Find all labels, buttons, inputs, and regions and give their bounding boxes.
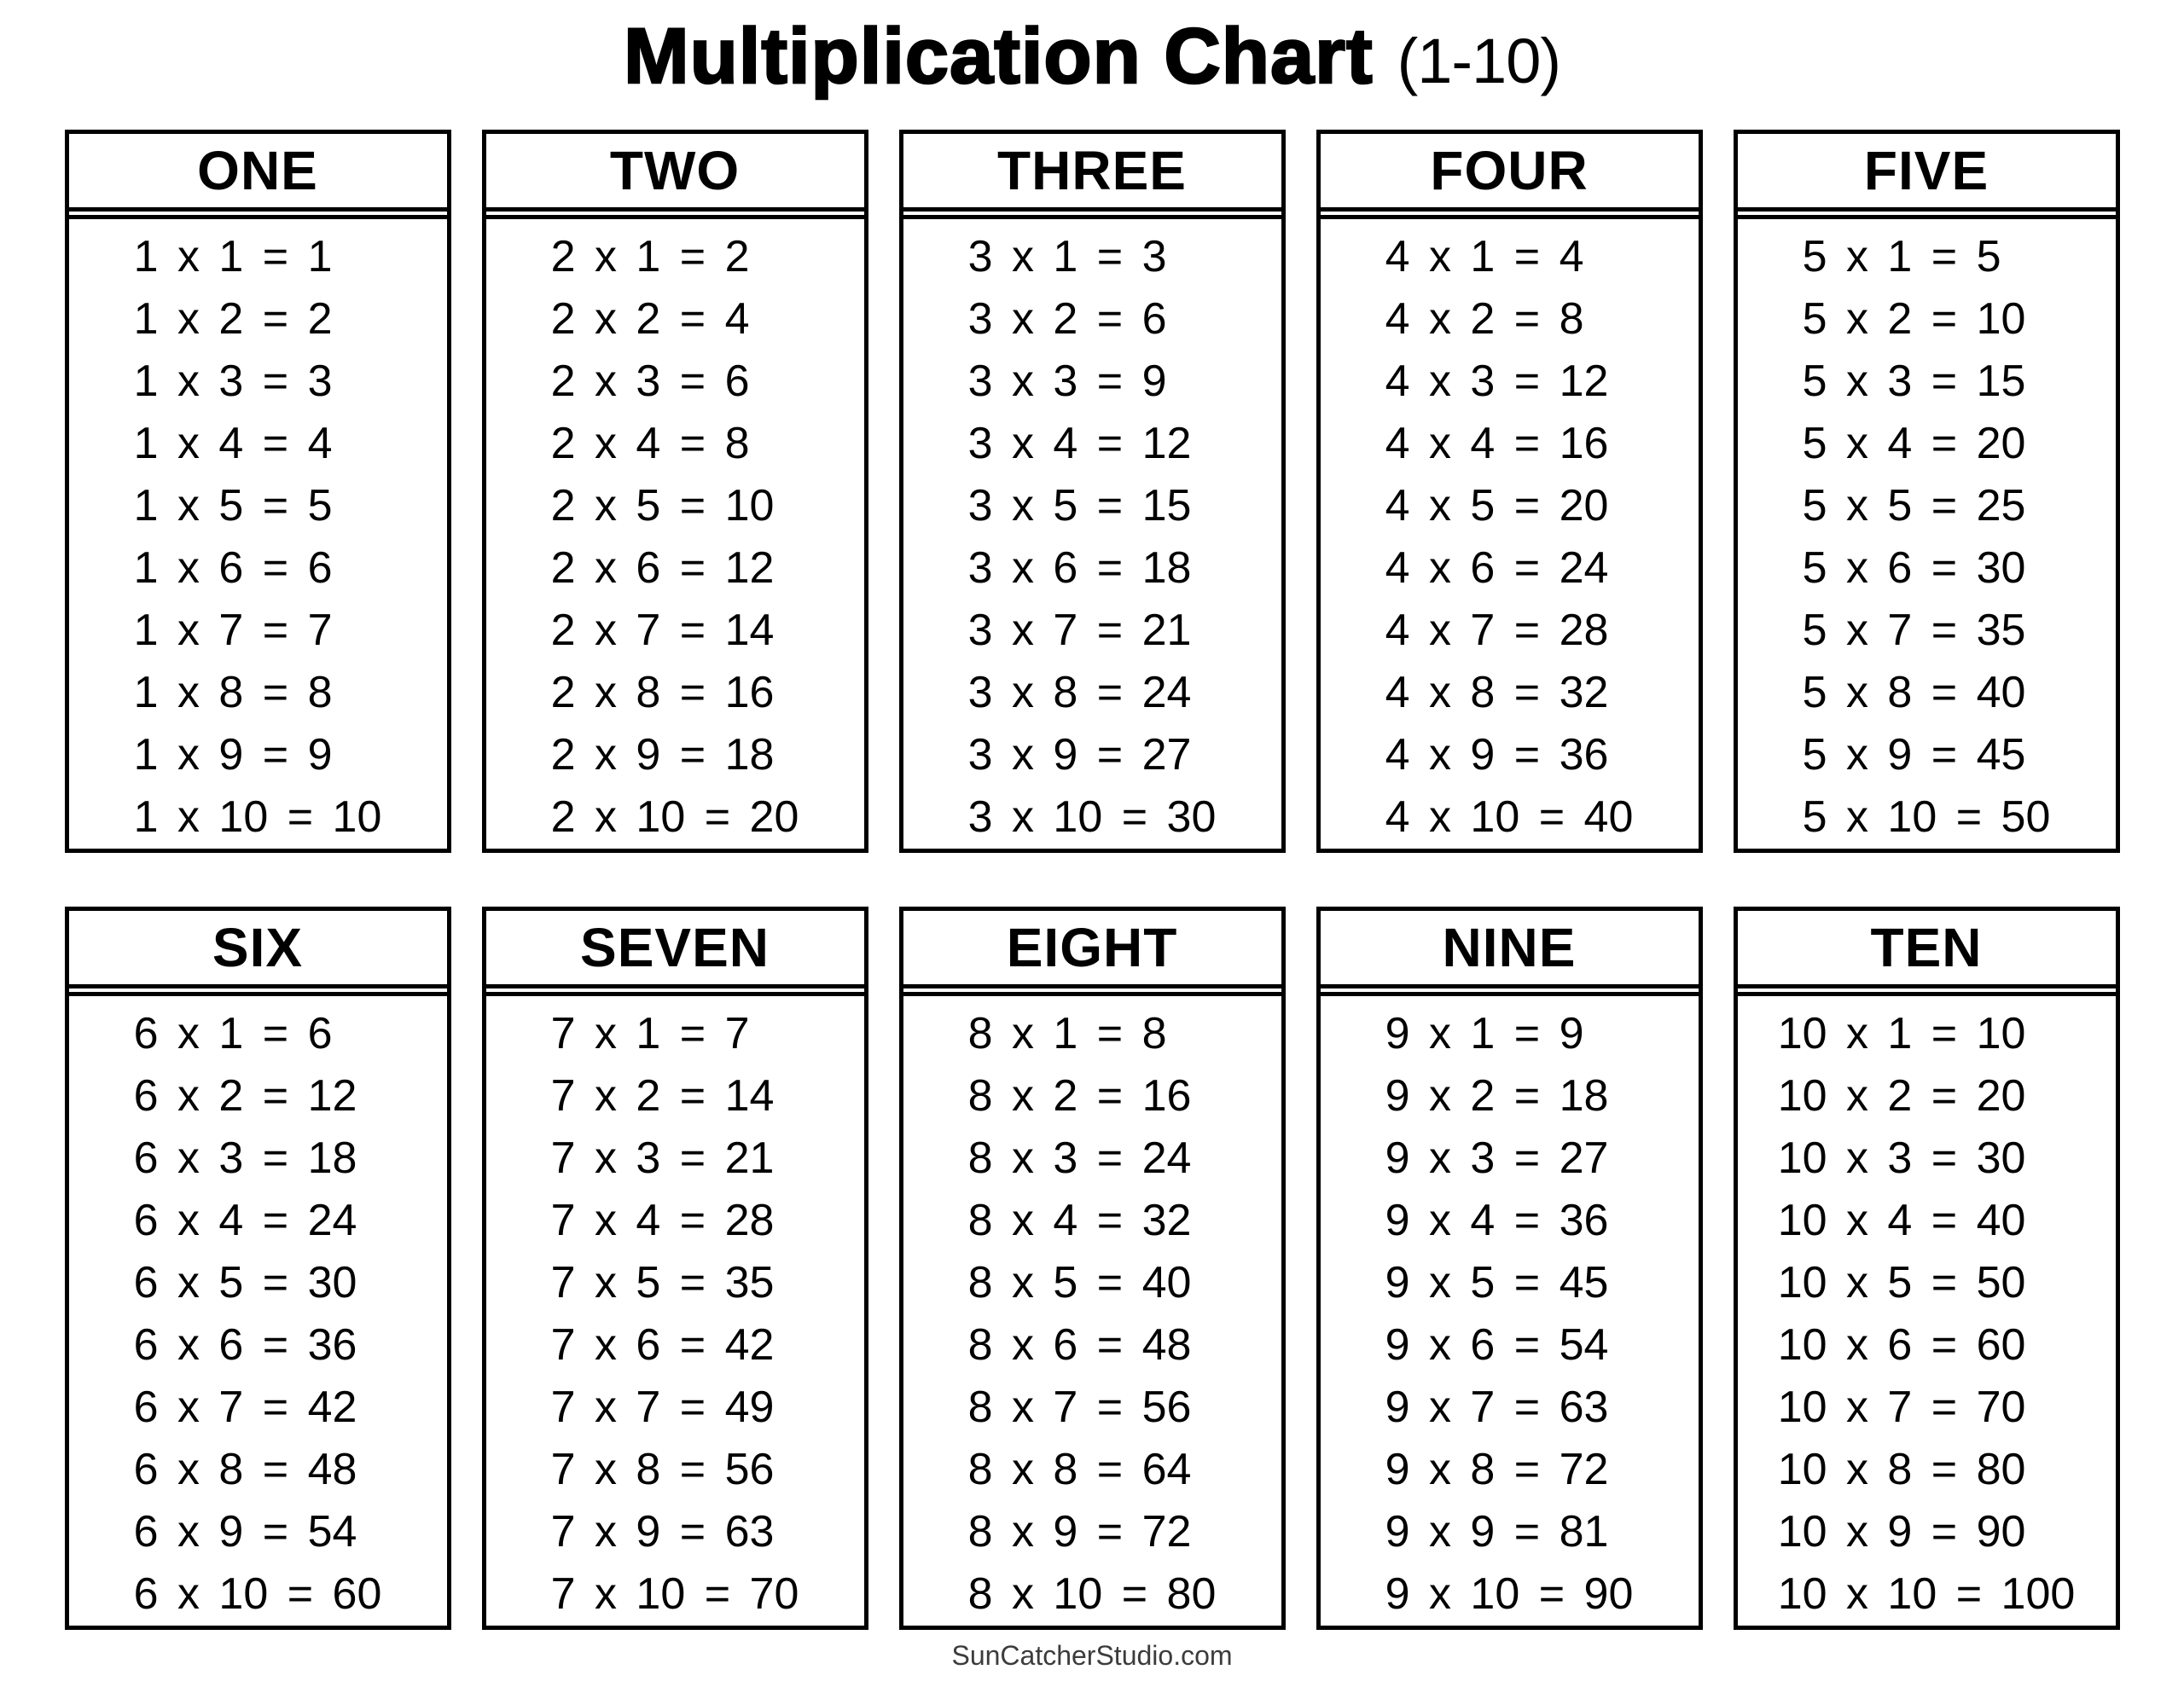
fact-line: 10 x 7 = 70	[1777, 1383, 2026, 1432]
fact-line: 7 x 6 = 42	[550, 1320, 775, 1370]
table-title: THREE	[903, 134, 1281, 212]
fact-line: 3 x 4 = 12	[967, 419, 1192, 468]
table-title: SEVEN	[486, 911, 864, 988]
page-footer	[0, 1630, 2184, 1687]
table-title: ONE	[69, 134, 447, 212]
table-body	[486, 992, 864, 1621]
fact-line: 1 x 3 = 3	[133, 357, 333, 406]
fact-line: 1 x 9 = 9	[133, 730, 333, 780]
fact-line: 4 x 5 = 20	[1385, 481, 1609, 530]
fact-line: 6 x 5 = 30	[133, 1258, 357, 1307]
fact-line: 2 x 7 = 14	[550, 606, 775, 655]
fact-line: 4 x 6 = 24	[1385, 543, 1609, 593]
table-body	[1738, 215, 2116, 844]
fact-line: 5 x 2 = 10	[1802, 294, 2026, 344]
fact-line: 3 x 3 = 9	[967, 357, 1167, 406]
fact-list	[134, 1003, 382, 1626]
fact-line: 8 x 3 = 24	[967, 1133, 1192, 1183]
fact-line: 8 x 5 = 40	[967, 1258, 1192, 1307]
fact-line: 4 x 9 = 36	[1385, 730, 1609, 780]
fact-line: 3 x 2 = 6	[967, 294, 1167, 344]
page-title-range: (1-10)	[1397, 26, 1561, 96]
table-title: EIGHT	[903, 911, 1281, 988]
fact-line: 10 x 3 = 30	[1777, 1133, 2026, 1183]
fact-line: 5 x 3 = 15	[1802, 357, 2026, 406]
fact-list	[968, 226, 1217, 849]
fact-line: 10 x 10 = 100	[1777, 1569, 2076, 1619]
fact-line: 10 x 2 = 20	[1777, 1071, 2026, 1121]
table-body	[69, 215, 447, 844]
fact-line: 1 x 4 = 4	[133, 419, 333, 468]
table-body	[1738, 992, 2116, 1621]
fact-line: 7 x 3 = 21	[550, 1133, 775, 1183]
fact-line: 3 x 8 = 24	[967, 668, 1192, 717]
fact-line: 4 x 7 = 28	[1385, 606, 1609, 655]
table-box	[1734, 130, 2120, 853]
fact-list	[1803, 226, 2051, 849]
table-body	[486, 215, 864, 844]
fact-line: 4 x 3 = 12	[1385, 357, 1609, 406]
fact-line: 5 x 8 = 40	[1802, 668, 2026, 717]
page-title-main: Multiplication Chart	[623, 13, 1374, 100]
fact-line: 6 x 8 = 48	[133, 1445, 357, 1494]
fact-line: 2 x 8 = 16	[550, 668, 775, 717]
fact-line: 6 x 2 = 12	[133, 1071, 357, 1121]
fact-line: 1 x 7 = 7	[133, 606, 333, 655]
fact-line: 2 x 6 = 12	[550, 543, 775, 593]
fact-line: 6 x 9 = 54	[133, 1507, 357, 1557]
fact-line: 2 x 5 = 10	[550, 481, 775, 530]
table-title: NINE	[1321, 911, 1699, 988]
fact-line: 7 x 8 = 56	[550, 1445, 775, 1494]
fact-line: 7 x 4 = 28	[550, 1196, 775, 1245]
fact-line: 3 x 9 = 27	[967, 730, 1192, 780]
fact-line: 8 x 8 = 64	[967, 1445, 1192, 1494]
fact-line: 1 x 2 = 2	[133, 294, 333, 344]
fact-line: 1 x 8 = 8	[133, 668, 333, 717]
fact-line: 1 x 1 = 1	[133, 232, 333, 281]
fact-line: 10 x 6 = 60	[1777, 1320, 2026, 1370]
table-box	[1734, 907, 2120, 1630]
fact-line: 5 x 4 = 20	[1802, 419, 2026, 468]
table-title: FIVE	[1738, 134, 2116, 212]
fact-line: 9 x 5 = 45	[1385, 1258, 1609, 1307]
fact-line: 8 x 4 = 32	[967, 1196, 1192, 1245]
fact-line: 8 x 1 = 8	[967, 1009, 1167, 1058]
fact-line: 8 x 7 = 56	[967, 1383, 1192, 1432]
fact-line: 7 x 10 = 70	[550, 1569, 799, 1619]
fact-line: 2 x 4 = 8	[550, 419, 750, 468]
fact-line: 2 x 3 = 6	[550, 357, 750, 406]
fact-line: 7 x 2 = 14	[550, 1071, 775, 1121]
fact-list	[1385, 226, 1634, 849]
fact-line: 3 x 7 = 21	[967, 606, 1192, 655]
fact-line: 5 x 9 = 45	[1802, 730, 2026, 780]
fact-line: 10 x 1 = 10	[1777, 1009, 2026, 1058]
fact-line: 4 x 1 = 4	[1385, 232, 1584, 281]
fact-line: 10 x 8 = 80	[1777, 1445, 2026, 1494]
fact-line: 6 x 1 = 6	[133, 1009, 333, 1058]
fact-line: 5 x 7 = 35	[1802, 606, 2026, 655]
fact-line: 4 x 10 = 40	[1385, 792, 1634, 842]
table-box	[899, 907, 1286, 1630]
fact-list	[1385, 1003, 1634, 1626]
fact-list	[551, 226, 799, 849]
fact-line: 5 x 10 = 50	[1802, 792, 2051, 842]
table-title: SIX	[69, 911, 447, 988]
fact-line: 9 x 3 = 27	[1385, 1133, 1609, 1183]
table-body	[69, 992, 447, 1621]
table-box	[65, 907, 451, 1630]
fact-line: 9 x 8 = 72	[1385, 1445, 1609, 1494]
fact-list	[968, 1003, 1217, 1626]
page-title	[0, 0, 2184, 130]
fact-line: 7 x 5 = 35	[550, 1258, 775, 1307]
fact-line: 6 x 3 = 18	[133, 1133, 357, 1183]
fact-line: 7 x 7 = 49	[550, 1383, 775, 1432]
fact-line: 9 x 7 = 63	[1385, 1383, 1609, 1432]
fact-line: 6 x 4 = 24	[133, 1196, 357, 1245]
fact-line: 9 x 2 = 18	[1385, 1071, 1609, 1121]
fact-line: 6 x 7 = 42	[133, 1383, 357, 1432]
fact-line: 8 x 9 = 72	[967, 1507, 1192, 1557]
fact-list	[1778, 1003, 2076, 1626]
table-box	[65, 130, 451, 853]
fact-list	[551, 1003, 799, 1626]
fact-line: 2 x 9 = 18	[550, 730, 775, 780]
fact-line: 8 x 10 = 80	[967, 1569, 1217, 1619]
fact-line: 2 x 2 = 4	[550, 294, 750, 344]
table-title: FOUR	[1321, 134, 1699, 212]
fact-line: 2 x 10 = 20	[550, 792, 799, 842]
fact-line: 8 x 2 = 16	[967, 1071, 1192, 1121]
fact-line: 3 x 5 = 15	[967, 481, 1192, 530]
fact-line: 9 x 9 = 81	[1385, 1507, 1609, 1557]
fact-line: 9 x 4 = 36	[1385, 1196, 1609, 1245]
fact-line: 9 x 6 = 54	[1385, 1320, 1609, 1370]
fact-line: 1 x 10 = 10	[133, 792, 382, 842]
fact-line: 4 x 8 = 32	[1385, 668, 1609, 717]
fact-list	[134, 226, 382, 849]
fact-line: 1 x 5 = 5	[133, 481, 333, 530]
tables-grid	[65, 130, 2120, 1630]
table-body	[903, 992, 1281, 1621]
table-body	[1321, 992, 1699, 1621]
fact-line: 7 x 1 = 7	[550, 1009, 750, 1058]
fact-line: 4 x 4 = 16	[1385, 419, 1609, 468]
fact-line: 7 x 9 = 63	[550, 1507, 775, 1557]
fact-line: 5 x 1 = 5	[1802, 232, 2001, 281]
fact-line: 9 x 10 = 90	[1385, 1569, 1634, 1619]
table-title: TWO	[486, 134, 864, 212]
fact-line: 6 x 6 = 36	[133, 1320, 357, 1370]
fact-line: 4 x 2 = 8	[1385, 294, 1584, 344]
table-box	[899, 130, 1286, 853]
table-box	[1316, 907, 1703, 1630]
fact-line: 10 x 5 = 50	[1777, 1258, 2026, 1307]
table-body	[1321, 215, 1699, 844]
table-body	[903, 215, 1281, 844]
fact-line: 2 x 1 = 2	[550, 232, 750, 281]
fact-line: 10 x 9 = 90	[1777, 1507, 2026, 1557]
fact-line: 9 x 1 = 9	[1385, 1009, 1584, 1058]
fact-line: 10 x 4 = 40	[1777, 1196, 2026, 1245]
fact-line: 3 x 10 = 30	[967, 792, 1217, 842]
fact-line: 6 x 10 = 60	[133, 1569, 382, 1619]
fact-line: 5 x 5 = 25	[1802, 481, 2026, 530]
fact-line: 3 x 6 = 18	[967, 543, 1192, 593]
table-box	[482, 130, 868, 853]
fact-line: 3 x 1 = 3	[967, 232, 1167, 281]
table-box	[482, 907, 868, 1630]
fact-line: 5 x 6 = 30	[1802, 543, 2026, 593]
footer-site-text: SunCatcherStudio.com	[951, 1640, 1233, 1671]
table-title: TEN	[1738, 911, 2116, 988]
table-box	[1316, 130, 1703, 853]
fact-line: 8 x 6 = 48	[967, 1320, 1192, 1370]
fact-line: 1 x 6 = 6	[133, 543, 333, 593]
